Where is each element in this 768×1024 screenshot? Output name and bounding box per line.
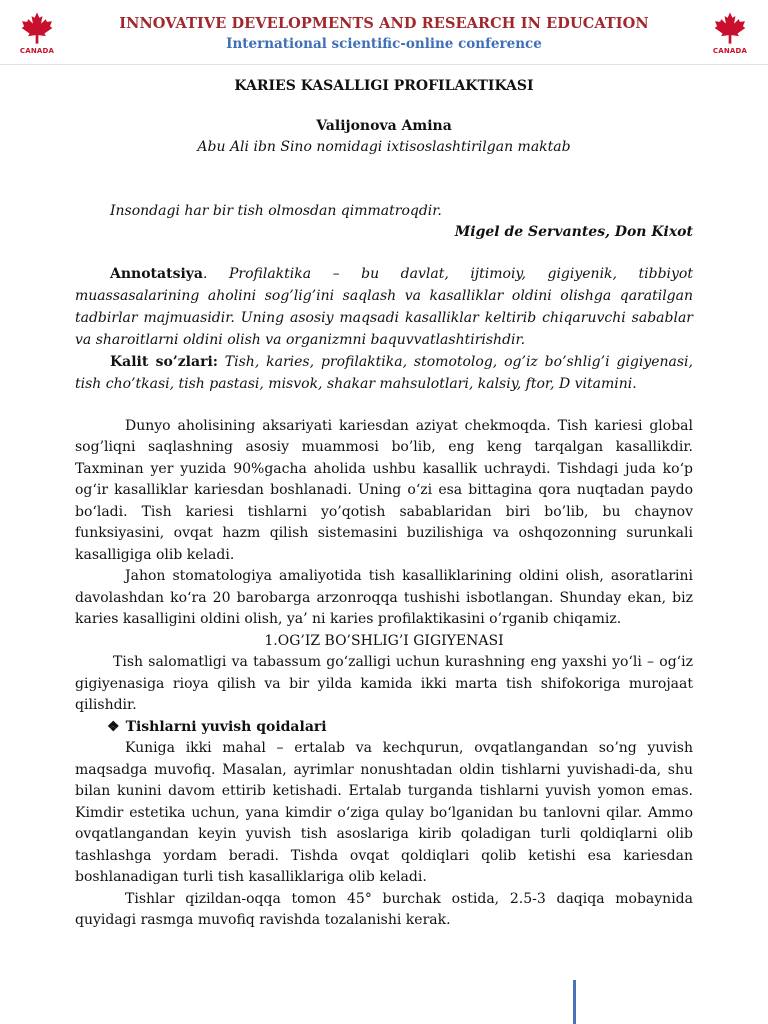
paragraph-angle: Tishlar qizildan-oqqa tomon 45° burchak ostida, 2.5-3 daqiqa mobaynida quyidagi rasmga muvofiq ravishda tozalanishi kerak.: [75, 890, 693, 928]
conference-title: INNOVATIVE DEVELOPMENTS AND RESEARCH IN EDUCATION: [119, 15, 649, 32]
paragraph-hygiene: Tish salomatligi va tabassum go‘zalligi uchun kurashning eng yaxshi yo‘li – og‘iz gigiyenasiga rioya qilish va bir yilda kamida ikki marta tish shifokoriga murojaat qilishdir.: [75, 654, 693, 713]
keywords-label: Kalit so’zlari:: [110, 353, 218, 370]
diamond-bullet-icon: ❖: [107, 718, 120, 735]
page-header: [0, 0, 768, 66]
conference-subtitle: International scientific-online conference: [226, 36, 542, 52]
epigraph-author: Migel de Servantes, Don Kixot: [454, 224, 693, 240]
section-heading: 1.OG’IZ BO’SHLIG’I GIGIYENASI: [264, 632, 504, 649]
maple-leaf-icon: [713, 10, 747, 46]
flag-caption: CANADA: [712, 47, 748, 55]
article-title: KARIES KASALLIGI PROFILAKTIKASI: [234, 78, 534, 94]
flag-caption: CANADA: [19, 47, 55, 55]
annotation-text: . Profilaktika – bu davlat, ijtimoiy, gigiyenik, tibbiyot muassasalarining aholini sog’lig’ini saqlash va kasalliklar oldini olishga qaratilgan tadbirlar majmuasidir. Uning asosiy maqsadi kasalliklar keltirib chiqaruvchi sabablar va sharoitlarni oldini olish va organizmni baquvvatlashtirishdir.: [75, 265, 693, 348]
annotation: [75, 263, 693, 351]
page-edge-marker: [573, 980, 576, 1024]
header-divider: [0, 64, 768, 65]
keywords-text: Tish, karies, profilaktika, stomotolog, og’iz bo’shlig’i gigiyenasi, tish cho’tkasi, tish pastasi, misvok, shakar mahsulotlari, kalsiy, ftor, D vitamini.: [75, 353, 693, 392]
author-affiliation: Abu Ali ibn Sino nomidagi ixtisoslashtirilgan maktab: [197, 139, 571, 155]
paragraph-brushing: Kuniga ikki mahal – ertalab va kechqurun, ovqatlangandan so’ng yuvish maqsadga muvofiq. Masalan, ayrimlar nonushtadan oldin tishlarni yuvishadi-da, shu bilan kunini davom ettirib ketishadi. Ertalab turganda tishlarni yuvish yomon emas. Kimdir estetika uchun, yana kimdir o‘ziga qulay bo‘lganidan bu tanlovni qilar. Ammo ovqatlangandan keyin yuvish tish asoslariga kirib qoladigan turli qoldiqlarni olib tashlashga yordam beradi. Tishda ovqat qoldiqlari qolib ketishi esa kariesdan boshlanadigan turli tish kasalliklariga olib keladi.: [75, 740, 693, 885]
annotation-label: Annotatsiya: [110, 265, 203, 282]
canada-flag-right: [708, 10, 752, 60]
paragraph-stomatology: Jahon stomatologiya amaliyotida tish kasalliklarining oldini olish, asoratlarini davolashdan ko‘ra 20 barobarga arzonroqqa tushishi isbotlangan. Shunday ekan, biz karies kasalligini oldini olish, ya’ ni karies profilaktikasini o’rganib chiqamiz.: [75, 568, 693, 627]
subsection-heading: [75, 717, 693, 739]
epigraph-quote: Insondagi har bir tish olmosdan qimmatroqdir.: [110, 202, 442, 219]
author-name: Valijonova Amina: [316, 117, 452, 134]
keywords: [75, 351, 693, 395]
paragraph-intro: Dunyo aholisining aksariyati kariesdan aziyat chekmoqda. Tish kariesi global sog’liqni saqlashning asosiy muammosi bo’lib, eng keng tarqalgan kasallikdir. Taxminan yer yuzida 90%gacha aholida ushbu kasallik uchraydi. Tishdagi juda ko‘p og‘ir kasalliklar kariesdan boshlanadi. Uning o‘zi esa bittagina qora nuqtadan paydo bo‘ladi. Tish kariesi tishlarni yo’qotish sabablaridan biri bo’lib, bu chaynov funksiyasini, ovqat hazm qilish sistemasini buzilishiga va oshqozonning surunkali kasalligiga olib keladi.: [75, 417, 693, 563]
article-body: [75, 76, 693, 932]
subsection-title: Tishlarni yuvish qoidalari: [125, 718, 327, 735]
